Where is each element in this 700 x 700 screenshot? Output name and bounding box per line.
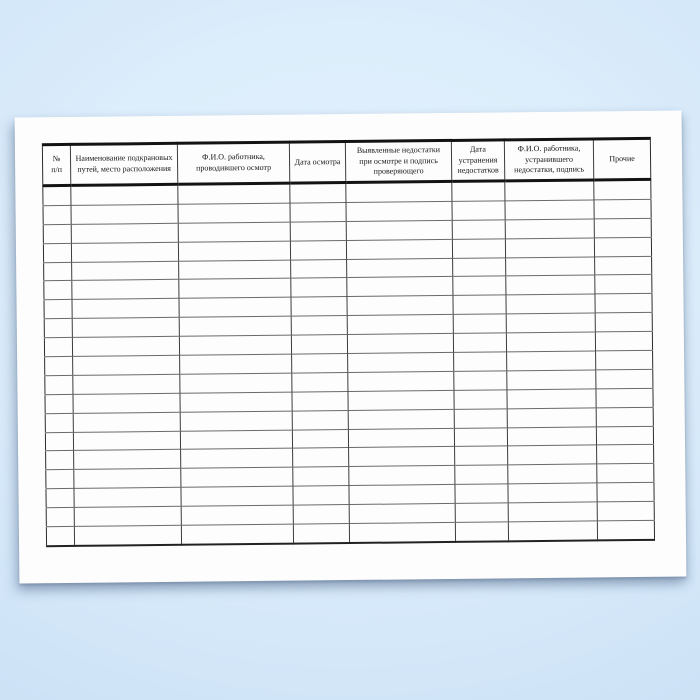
table-cell-num: [44, 281, 72, 300]
table-cell-fix-date: [455, 484, 508, 503]
table-cell-inspector-name: [180, 430, 292, 450]
column-header-other: Прочие: [593, 138, 650, 180]
table-cell-other: [595, 331, 652, 350]
table-cell-fix-date: [452, 239, 505, 258]
table-cell-inspection-date: [293, 486, 349, 505]
table-cell-other: [595, 256, 652, 275]
table-cell-inspector-name: [178, 222, 290, 242]
table-cell-num: [44, 319, 72, 338]
table-cell-num: [43, 224, 71, 243]
table-cell-track-name: [72, 280, 179, 300]
table-cell-fixer-name: [508, 445, 597, 465]
table-cell-inspection-date: [292, 372, 348, 391]
column-header-track-name: Наименование подкрановых путей, место расположения: [70, 143, 177, 185]
table-cell-defects-found: [348, 371, 454, 391]
column-header-fix-date: Дата устранения недостатков: [451, 140, 504, 182]
table-cell-other: [596, 426, 653, 445]
inspection-journal-table: [42, 137, 655, 547]
table-cell-defects-found: [348, 428, 454, 448]
table-cell-defects-found: [347, 334, 453, 354]
table-cell-inspector-name: [179, 297, 291, 317]
table-cell-defects-found: [347, 277, 453, 297]
table-cell-track-name: [71, 184, 178, 205]
table-cell-fixer-name: [505, 219, 594, 239]
table-cell-defects-found: [349, 522, 455, 542]
table-cell-fix-date: [453, 314, 506, 333]
header-row: [42, 138, 650, 185]
table-cell-defects-found: [347, 296, 453, 316]
table-cell-num: [46, 508, 74, 527]
table-cell-fixer-name: [506, 275, 595, 295]
table-cell-track-name: [73, 393, 180, 413]
table-cell-inspection-date: [292, 410, 348, 429]
table-cell-inspector-name: [181, 505, 293, 525]
table-cell-fix-date: [455, 522, 508, 542]
table-cell-inspection-date: [293, 467, 349, 486]
table-cell-inspector-name: [179, 335, 291, 355]
table-cell-track-name: [74, 488, 181, 508]
table-cell-inspector-name: [181, 524, 293, 545]
column-header-inspector-name: Ф.И.О. работника, проводившего осмотр: [177, 142, 289, 184]
table-cell-track-name: [71, 223, 178, 243]
table-cell-inspector-name: [179, 279, 291, 299]
table-cell-fix-date: [455, 465, 508, 484]
table-cell-num: [44, 262, 72, 281]
table-cell-fix-date: [453, 257, 506, 276]
table-cell-inspection-date: [290, 202, 346, 221]
table-cell-inspection-date: [292, 429, 348, 448]
table-cell-fixer-name: [506, 313, 595, 333]
table-cell-fixer-name: [505, 238, 594, 258]
table-cell-fix-date: [454, 390, 507, 409]
table-cell-other: [597, 520, 654, 540]
table-cell-fixer-name: [507, 389, 596, 409]
table-cell-fixer-name: [506, 294, 595, 314]
table-cell-num: [45, 432, 73, 451]
table-cell-other: [594, 218, 651, 237]
table-cell-inspector-name: [181, 486, 293, 506]
table-cell-other: [597, 501, 654, 520]
table-cell-num: [45, 394, 73, 413]
table-cell-fixer-name: [508, 483, 597, 503]
table-cell-fixer-name: [508, 502, 597, 522]
table-cell-inspection-date: [291, 297, 347, 316]
table-cell-inspector-name: [178, 183, 290, 204]
table-cell-fix-date: [455, 446, 508, 465]
table-cell-inspection-date: [293, 524, 349, 544]
table-cell-track-name: [72, 261, 179, 281]
table-cell-other: [594, 199, 651, 218]
column-header-defects-found: Выявленные недостатки при осмотре и подпись проверяющего: [345, 140, 451, 182]
table-cell-other: [596, 350, 653, 369]
table-cell-other: [594, 179, 651, 199]
table-cell-num: [43, 243, 71, 262]
table-cell-fix-date: [455, 503, 508, 522]
table-cell-track-name: [73, 412, 180, 432]
table-cell-fixer-name: [506, 257, 595, 277]
table-cell-defects-found: [348, 409, 454, 429]
table-cell-inspection-date: [290, 183, 346, 203]
table-cell-track-name: [74, 450, 181, 470]
table-cell-num: [46, 451, 74, 470]
table-cell-track-name: [74, 506, 181, 526]
table-cell-inspector-name: [179, 260, 291, 280]
table-cell-defects-found: [346, 181, 452, 202]
table-cell-num: [45, 356, 73, 375]
table-body: [43, 179, 655, 546]
document-sheet: [15, 111, 687, 584]
table-cell-fixer-name: [505, 200, 594, 220]
table-cell-other: [594, 237, 651, 256]
table-header: [42, 138, 650, 185]
column-header-fixer-name: Ф.И.О. работника, устранившего недостатки, подпись: [504, 139, 593, 181]
table-cell-inspection-date: [291, 335, 347, 354]
table-cell-inspector-name: [178, 203, 290, 223]
table-cell-fix-date: [453, 333, 506, 352]
table-cell-defects-found: [346, 239, 452, 259]
table-cell-fix-date: [454, 352, 507, 371]
table-cell-defects-found: [349, 504, 455, 524]
table-cell-num: [46, 526, 74, 546]
table-cell-track-name: [73, 355, 180, 375]
table-cell-fix-date: [452, 220, 505, 239]
table-cell-num: [45, 375, 73, 394]
table-cell-inspector-name: [179, 316, 291, 336]
table-cell-defects-found: [349, 447, 455, 467]
table-cell-num: [44, 338, 72, 357]
table-cell-other: [597, 464, 654, 483]
table-cell-inspector-name: [180, 354, 292, 374]
table-cell-defects-found: [349, 466, 455, 486]
table-cell-other: [597, 445, 654, 464]
column-header-inspection-date: Дата осмотра: [289, 142, 345, 184]
table-cell-inspection-date: [293, 448, 349, 467]
table-cell-fixer-name: [506, 332, 595, 352]
table-cell-fixer-name: [508, 521, 597, 541]
table-cell-inspector-name: [181, 467, 293, 487]
table-cell-inspector-name: [180, 411, 292, 431]
table-cell-fixer-name: [507, 351, 596, 371]
table-cell-track-name: [74, 525, 181, 546]
table-cell-fixer-name: [505, 180, 594, 201]
table-cell-fixer-name: [508, 464, 597, 484]
table-cell-defects-found: [349, 485, 455, 505]
table-cell-fix-date: [453, 295, 506, 314]
table-cell-other: [595, 294, 652, 313]
table-cell-num: [43, 205, 71, 224]
table-cell-num: [44, 300, 72, 319]
table-cell-defects-found: [346, 201, 452, 221]
table-cell-inspection-date: [291, 278, 347, 297]
table-cell-inspection-date: [293, 505, 349, 524]
table-cell-fixer-name: [507, 427, 596, 447]
table-cell-track-name: [74, 469, 181, 489]
table-cell-other: [597, 483, 654, 502]
table-cell-other: [596, 407, 653, 426]
table-cell-num: [46, 470, 74, 489]
table-cell-inspector-name: [180, 373, 292, 393]
table-cell-fix-date: [454, 409, 507, 428]
table-cell-fix-date: [452, 181, 505, 201]
table-cell-track-name: [73, 374, 180, 394]
table-cell-inspector-name: [181, 449, 293, 469]
table-cell-defects-found: [348, 352, 454, 372]
table-cell-inspection-date: [291, 316, 347, 335]
table-cell-track-name: [72, 299, 179, 319]
table-cell-track-name: [71, 242, 178, 262]
table-cell-inspector-name: [180, 392, 292, 412]
table-cell-inspection-date: [290, 221, 346, 240]
table-cell-fix-date: [454, 371, 507, 390]
table-cell-num: [46, 489, 74, 508]
table-cell-track-name: [72, 336, 179, 356]
table-cell-inspector-name: [178, 241, 290, 261]
table-cell-fix-date: [452, 201, 505, 220]
table-cell-track-name: [73, 431, 180, 451]
table-cell-defects-found: [346, 220, 452, 240]
table-cell-num: [43, 185, 71, 205]
table-cell-inspection-date: [291, 259, 347, 278]
table-cell-defects-found: [348, 390, 454, 410]
table-cell-inspection-date: [290, 240, 346, 259]
table-cell-inspection-date: [292, 391, 348, 410]
table-cell-other: [596, 388, 653, 407]
table-cell-fixer-name: [507, 370, 596, 390]
table-cell-track-name: [72, 318, 179, 338]
table-cell-fix-date: [454, 427, 507, 446]
table-cell-defects-found: [347, 258, 453, 278]
table-cell-inspection-date: [292, 354, 348, 373]
table-cell-track-name: [71, 204, 178, 224]
table-cell-other: [595, 275, 652, 294]
table-cell-other: [595, 313, 652, 332]
table-cell-other: [596, 369, 653, 388]
table-cell-fix-date: [453, 276, 506, 295]
table-cell-fixer-name: [507, 408, 596, 428]
table-cell-defects-found: [347, 315, 453, 335]
column-header-num: № п/п: [42, 144, 70, 185]
table-cell-num: [45, 413, 73, 432]
